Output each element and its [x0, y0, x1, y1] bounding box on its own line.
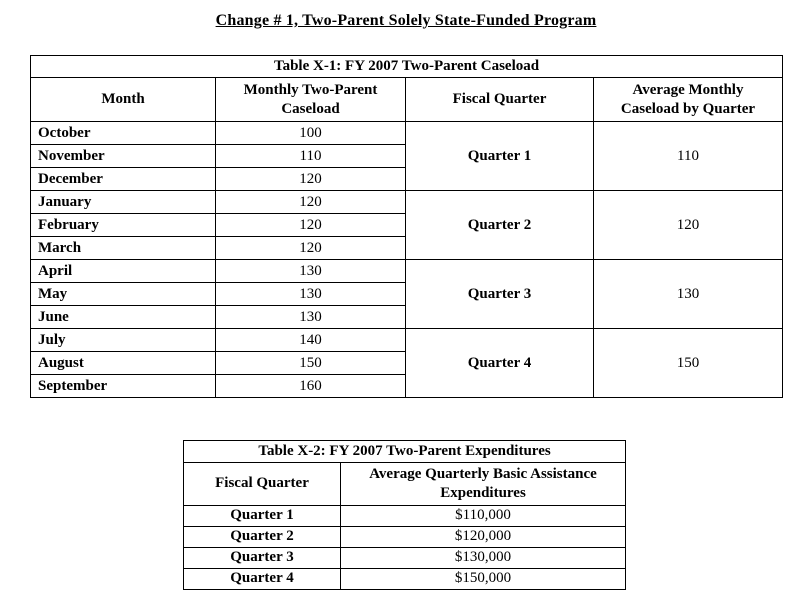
- month-cell: October: [31, 122, 216, 145]
- month-cell: August: [31, 352, 216, 375]
- month-cell: February: [31, 214, 216, 237]
- amount-cell: $130,000: [341, 547, 626, 568]
- table-row: [184, 526, 626, 547]
- expenditures-table: [183, 440, 626, 590]
- average-cell: 150: [594, 329, 783, 398]
- caseload-cell: 140: [216, 329, 406, 352]
- caseload-cell: 130: [216, 306, 406, 329]
- month-cell: January: [31, 191, 216, 214]
- caseload-cell: 120: [216, 168, 406, 191]
- quarter-cell: Quarter 4: [184, 568, 341, 589]
- header-caseload: Monthly Two-Parent Caseload: [216, 78, 406, 122]
- quarter-cell: Quarter 2: [406, 191, 594, 260]
- month-cell: July: [31, 329, 216, 352]
- month-cell: December: [31, 168, 216, 191]
- quarter-cell: Quarter 2: [184, 526, 341, 547]
- quarter-cell: Quarter 3: [184, 547, 341, 568]
- quarter-cell: Quarter 3: [406, 260, 594, 329]
- caseload-cell: 120: [216, 237, 406, 260]
- table-header-row: [184, 463, 626, 506]
- page-title: Change # 1, Two-Parent Solely State-Funded Program: [215, 12, 597, 29]
- header-fiscal-quarter: Fiscal Quarter: [406, 78, 594, 122]
- month-cell: May: [31, 283, 216, 306]
- caseload-cell: 120: [216, 214, 406, 237]
- caseload-cell: 160: [216, 375, 406, 398]
- caseload-table: [30, 55, 783, 398]
- month-cell: March: [31, 237, 216, 260]
- amount-cell: $110,000: [341, 505, 626, 526]
- table-row: [184, 505, 626, 526]
- quarter-cell: Quarter 4: [406, 329, 594, 398]
- table-title-row: [31, 56, 783, 78]
- caseload-cell: 150: [216, 352, 406, 375]
- table-row: [184, 547, 626, 568]
- caseload-cell: 110: [216, 145, 406, 168]
- table-title-row: [184, 441, 626, 463]
- header-average: Average Monthly Caseload by Quarter: [594, 78, 783, 122]
- header-expenditures: Average Quarterly Basic Assistance Expenditures: [341, 463, 626, 506]
- average-cell: 130: [594, 260, 783, 329]
- month-cell: June: [31, 306, 216, 329]
- amount-cell: $120,000: [341, 526, 626, 547]
- amount-cell: $150,000: [341, 568, 626, 589]
- table-row: [31, 329, 783, 352]
- table-row: [31, 191, 783, 214]
- caseload-cell: 130: [216, 283, 406, 306]
- month-cell: November: [31, 145, 216, 168]
- month-cell: September: [31, 375, 216, 398]
- table-header-row: [31, 78, 783, 122]
- table-row: [31, 260, 783, 283]
- month-cell: April: [31, 260, 216, 283]
- quarter-cell: Quarter 1: [406, 122, 594, 191]
- quarter-cell: Quarter 1: [184, 505, 341, 526]
- caseload-cell: 100: [216, 122, 406, 145]
- average-cell: 110: [594, 122, 783, 191]
- table-row: [184, 568, 626, 589]
- table-row: [31, 122, 783, 145]
- header-fiscal-quarter: Fiscal Quarter: [184, 463, 341, 506]
- table2-title: Table X-2: FY 2007 Two-Parent Expenditures: [184, 441, 626, 463]
- caseload-cell: 130: [216, 260, 406, 283]
- caseload-cell: 120: [216, 191, 406, 214]
- average-cell: 120: [594, 191, 783, 260]
- table1-title: Table X-1: FY 2007 Two-Parent Caseload: [31, 56, 783, 78]
- header-month: Month: [31, 78, 216, 122]
